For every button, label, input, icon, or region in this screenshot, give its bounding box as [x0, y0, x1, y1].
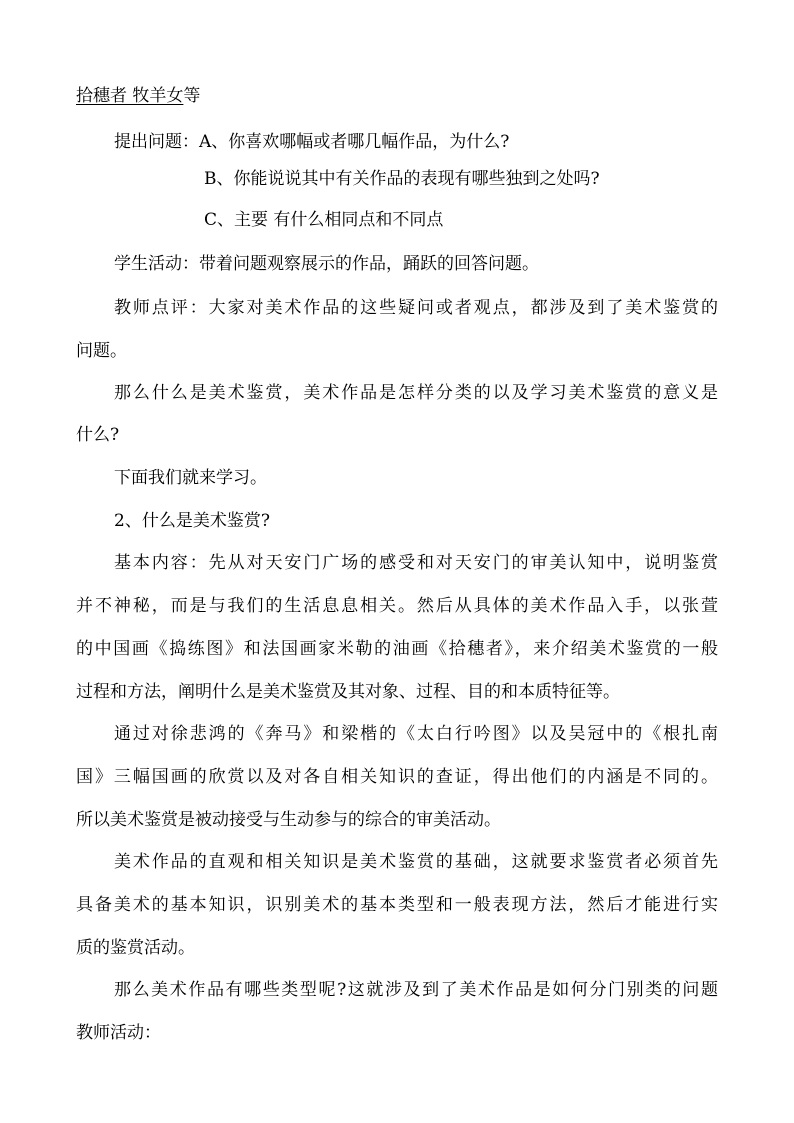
student-activity: 学生活动：带着问题观察展示的作品，踊跃的回答问题。: [114, 254, 539, 274]
question-intro: 提出问题：A、你喜欢哪幅或者哪几幅作品，为什么?: [114, 132, 510, 152]
teacher-comment-line-1: 教师点评：大家对美术作品的这些疑问或者观点，都涉及到了美术鉴赏的: [114, 298, 718, 318]
lets-learn: 下面我们就来学习。: [114, 468, 267, 488]
basic-content-line-1: 基本内容：先从对天安门广场的感受和对天安门的审美认知中，说明鉴赏: [114, 553, 718, 573]
categories-line-2: 教师活动：: [76, 1023, 161, 1043]
artwork-titles: 拾穗者 牧羊女: [76, 86, 184, 106]
comparison-line-3: 所以美术鉴赏是被动接受与生动参与的综合的审美活动。: [76, 810, 501, 830]
section-heading: 2、什么是美术鉴赏?: [114, 511, 270, 531]
teacher-comment-line-2: 问题。: [76, 341, 127, 361]
basic-content-line-2: 并不神秘，而是与我们的生活息息相关。然后从具体的美术作品入手，以张萱: [76, 596, 718, 616]
transition-line-1: 那么什么是美术鉴赏，美术作品是怎样分类的以及学习美术鉴赏的意义是: [114, 383, 718, 403]
foundation-line-3: 质的鉴赏活动。: [76, 938, 195, 958]
question-c: C、主要 有什么相同点和不同点: [204, 210, 444, 230]
basic-content-line-4: 过程和方法，阐明什么是美术鉴赏及其对象、过程、目的和本质特征等。: [76, 682, 620, 702]
comparison-line-1: 通过对徐悲鸿的《奔马》和梁楷的《太白行吟图》以及吴冠中的《根扎南: [114, 724, 718, 744]
foundation-line-2: 具备美术的基本知识，识别美术的基本类型和一般表现方法，然后才能进行实: [76, 895, 718, 915]
foundation-line-1: 美术作品的直观和相关知识是美术鉴赏的基础，这就要求鉴赏者必须首先: [114, 852, 718, 872]
header-line: [76, 84, 200, 108]
transition-line-2: 什么?: [76, 425, 120, 445]
basic-content-line-3: 的中国画《捣练图》和法国画家米勒的油画《拾穗者》，来介绍美术鉴赏的一般: [76, 639, 718, 659]
comparison-line-2: 国》三幅国画的欣赏以及对各自相关知识的查证，得出他们的内涵是不同的。: [76, 767, 718, 787]
question-b: B、你能说说其中有关作品的表现有哪些独到之处吗?: [204, 169, 600, 189]
categories-line-1: 那么美术作品有哪些类型呢?这就涉及到了美术作品是如何分门别类的问题: [114, 980, 718, 1000]
artwork-titles-suffix: 等: [183, 86, 201, 106]
